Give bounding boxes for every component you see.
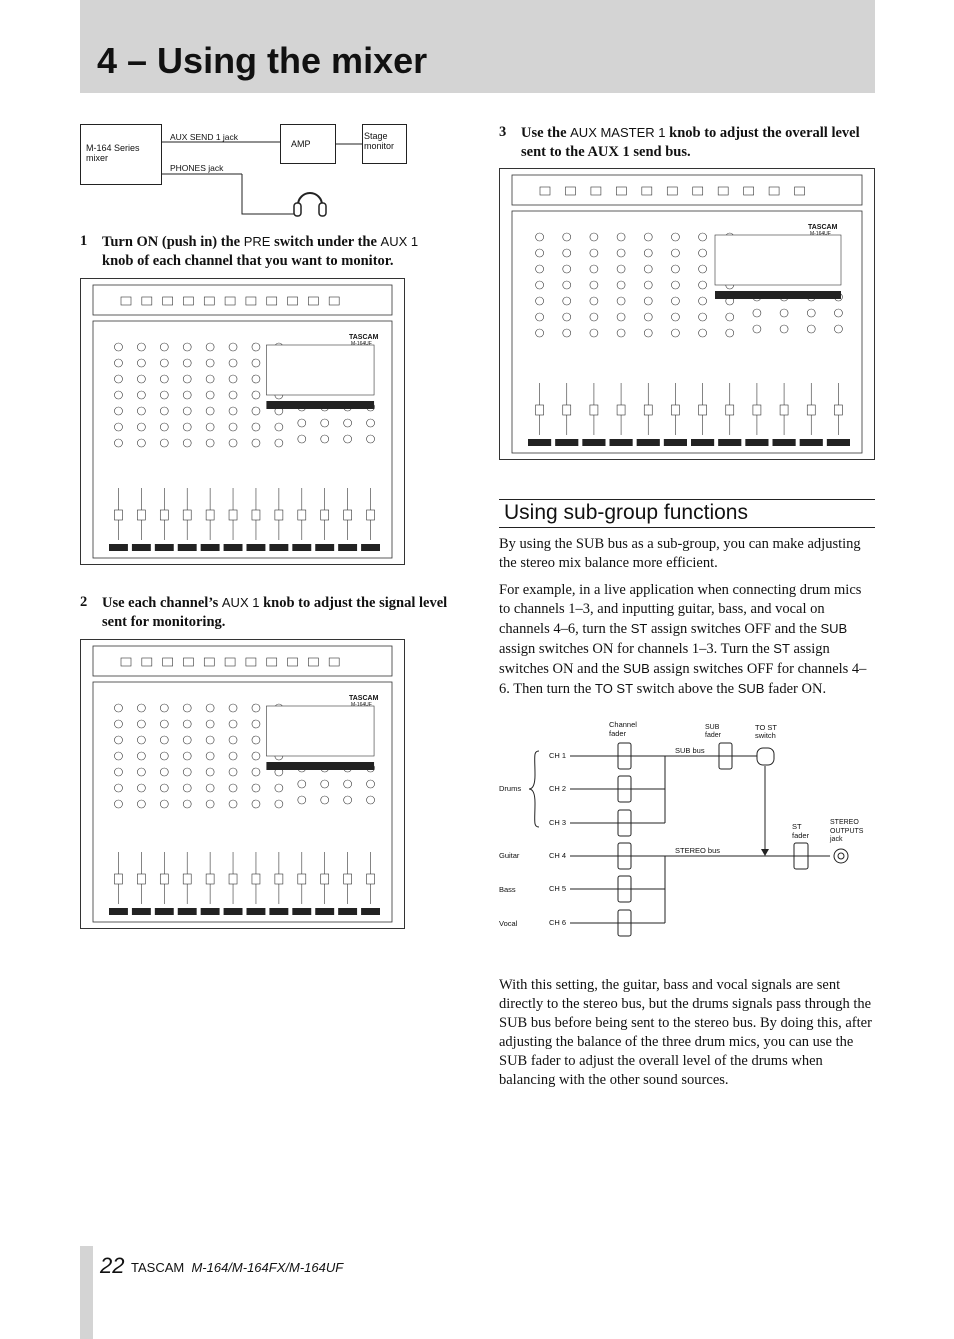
mixer-model: M-164UF — [351, 702, 372, 708]
mixer-box: M-164 Series mixer — [80, 124, 162, 185]
mixer-panel — [81, 640, 404, 928]
mixer-logo: TASCAM — [349, 334, 379, 341]
section-para-3: With this setting, the guitar, bass and vocal signals are sent directly to the stereo bus, but the drums signals pass through the SUB bus before being sent to the stereo bus. By doing this, after adjusting the balance of the three drum mics, you can use the SUB fader to adjust the overall level of the drums when balancing with the other sound sources. — [499, 977, 872, 1088]
section-rule-bottom — [499, 527, 875, 528]
phones-label: PHONES jack — [170, 163, 224, 173]
drums-label: Drums — [499, 784, 522, 793]
aux-send-label: AUX SEND 1 jack — [170, 132, 239, 142]
ch3-label: CH 3 — [549, 818, 567, 827]
sub-fader-label: SUB fader — [705, 724, 721, 739]
stage-monitor-box: Stage monitor — [362, 124, 407, 164]
ch1-label: CH 1 — [549, 751, 567, 760]
vocal-label: Vocal — [499, 919, 518, 928]
stereo-bus-label: STEREO bus — [675, 846, 721, 855]
step-3: 3 Use the AUX MASTER 1 knob to adjust the overall level sent to the AUX 1 send bus. — [499, 123, 875, 163]
sub-bus-label: SUB bus — [675, 746, 705, 755]
section-title: Using sub-group functions — [504, 501, 748, 524]
ch4-label: CH 4 — [549, 851, 567, 860]
section-rule-top — [499, 499, 875, 500]
ch2-label: CH 2 — [549, 784, 567, 793]
mixer-illustration-2 — [80, 639, 405, 929]
guitar-label: Guitar — [499, 851, 520, 860]
step-1-text: Turn ON (push in) the PRE switch under the AUX 1 knob of each channel that you want to monitor. — [102, 234, 419, 269]
step-2: 2 Use each channel’s AUX 1 knob to adjust the signal level sent for monitoring. — [80, 593, 452, 633]
mixer-model: M-164UF — [351, 341, 372, 347]
mixer-illustration-1 — [80, 278, 405, 565]
mixer-logo: TASCAM — [808, 224, 838, 231]
mixer-model: M-164UF — [810, 231, 831, 237]
mixer-logo: TASCAM — [349, 695, 379, 702]
footer-bar — [80, 1246, 93, 1339]
bass-label: Bass — [499, 885, 516, 894]
mixer-illustration-3 — [499, 168, 875, 460]
mixer-panel — [81, 279, 404, 564]
ch6-label: CH 6 — [549, 918, 567, 927]
section-para-1: By using the SUB bus as a sub-group, you can make adjusting the stereo mix balance more efficient. — [499, 536, 861, 571]
step-2-text: Use each channel’s AUX 1 knob to adjust the signal level sent for monitoring. — [102, 595, 448, 630]
subgroup-diagram — [495, 715, 875, 945]
section-para-2: For example, in a live application when connecting drum mics to channels 1–3, and inputting guitar, bass, and vocal on channels 4–6, turn the ST assign switches OFF and the SUB assign switches ON for channels 1–3. Turn the ST assign switches ON and the SUB assign switches OFF for channels 4–6. Then turn the TO ST switch above the SUB fader ON. — [499, 582, 867, 697]
ch5-label: CH 5 — [549, 884, 567, 893]
mixer-panel — [500, 169, 874, 459]
channel-fader-label: Channel fader — [609, 720, 637, 738]
headphones-icon — [290, 183, 330, 223]
page-number: 22 — [100, 1253, 125, 1278]
signal-lines — [80, 118, 410, 220]
amp-box: AMP — [280, 124, 336, 164]
to-st-switch-label: TO ST switch — [755, 723, 777, 740]
stereo-outputs-label: STEREO OUTPUTS jack — [830, 819, 864, 843]
step-3-text: Use the AUX MASTER 1 knob to adjust the overall level sent to the AUX 1 send bus. — [521, 125, 860, 160]
st-fader-label: ST fader — [792, 822, 810, 840]
chapter-title: 4 – Using the mixer — [97, 40, 428, 81]
footer-text: TASCAM M-164/M-164FX/M-164UF — [131, 1260, 344, 1275]
step-1: 1 Turn ON (push in) the PRE switch under the AUX 1 knob of each channel that you want to monitor. — [80, 232, 452, 272]
